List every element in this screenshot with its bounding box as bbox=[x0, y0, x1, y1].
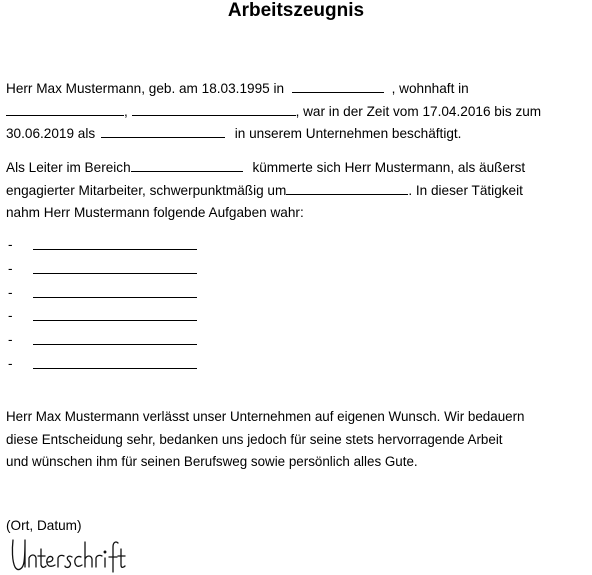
task-dash: - bbox=[8, 332, 13, 348]
intro-text-3a: 30.06.2019 als bbox=[6, 126, 96, 141]
residence-blank-1[interactable] bbox=[6, 101, 124, 116]
resp-text-2b: . In dieser Tätigkeit bbox=[408, 182, 523, 198]
intro-text-2a: , bbox=[124, 103, 128, 119]
intro-line-1 bbox=[6, 78, 590, 101]
task-list bbox=[6, 236, 226, 379]
intro-line-3 bbox=[6, 123, 590, 146]
resp-line-3: nahm Herr Mustermann folgende Aufgaben wahr: bbox=[6, 205, 304, 220]
task-item bbox=[6, 236, 226, 260]
resp-text-1a: Als Leiter im Bereich bbox=[6, 160, 131, 175]
place-date-label: (Ort, Datum) bbox=[6, 518, 82, 533]
task-blank[interactable] bbox=[33, 344, 197, 345]
task-dash: - bbox=[8, 355, 13, 371]
task-blank[interactable] bbox=[33, 368, 197, 369]
intro-line-2 bbox=[6, 101, 590, 124]
closing-line-1: Herr Max Mustermann verlässt unser Unternehmen auf eigenen Wunsch. Wir bedauern bbox=[6, 409, 525, 424]
task-item bbox=[6, 355, 226, 379]
closing-paragraph bbox=[6, 406, 590, 474]
closing-line-2: diese Entscheidung sehr, bedanken uns jedoch für seine stets hervorragende Arbeit bbox=[6, 431, 503, 447]
task-blank[interactable] bbox=[33, 273, 197, 274]
task-blank[interactable] bbox=[33, 297, 197, 298]
position-blank[interactable] bbox=[101, 123, 225, 138]
closing-line-3: und wünschen ihm für seinen Berufsweg sowie persönlich alles Gute. bbox=[6, 454, 418, 469]
task-item bbox=[6, 284, 226, 308]
task-item bbox=[6, 331, 226, 355]
signature-image bbox=[9, 537, 127, 573]
task-dash: - bbox=[8, 237, 13, 252]
intro-text-1a: Herr Max Mustermann, geb. am 18.03.1995 in bbox=[6, 81, 285, 96]
birthplace-blank[interactable] bbox=[292, 78, 384, 93]
focus-area-blank[interactable] bbox=[286, 180, 408, 195]
task-blank[interactable] bbox=[33, 320, 197, 321]
intro-paragraph bbox=[6, 78, 590, 146]
task-dash: - bbox=[8, 284, 13, 300]
intro-text-3b: in unserem Unternehmen beschäftigt. bbox=[234, 126, 462, 141]
resp-line-1 bbox=[6, 157, 590, 180]
page-title: Arbeitszeugnis bbox=[227, 0, 365, 21]
resp-text-1b: kümmerte sich Herr Mustermann, als äußerst bbox=[252, 160, 526, 175]
task-dash: - bbox=[8, 308, 13, 324]
task-item bbox=[6, 260, 226, 284]
department-blank[interactable] bbox=[131, 157, 243, 172]
intro-text-1b: , wohnhaft in bbox=[391, 81, 469, 96]
task-item bbox=[6, 307, 226, 331]
task-blank[interactable] bbox=[33, 249, 197, 250]
task-dash: - bbox=[8, 260, 13, 276]
residence-blank-2[interactable] bbox=[132, 101, 296, 116]
resp-text-2a: engagierter Mitarbeiter, schwerpunktmäßig um bbox=[6, 182, 287, 198]
intro-text-2b: , war in der Zeit vom 17.04.2016 bis zum bbox=[295, 103, 542, 119]
responsibility-paragraph bbox=[6, 157, 590, 225]
resp-line-2 bbox=[6, 180, 590, 203]
